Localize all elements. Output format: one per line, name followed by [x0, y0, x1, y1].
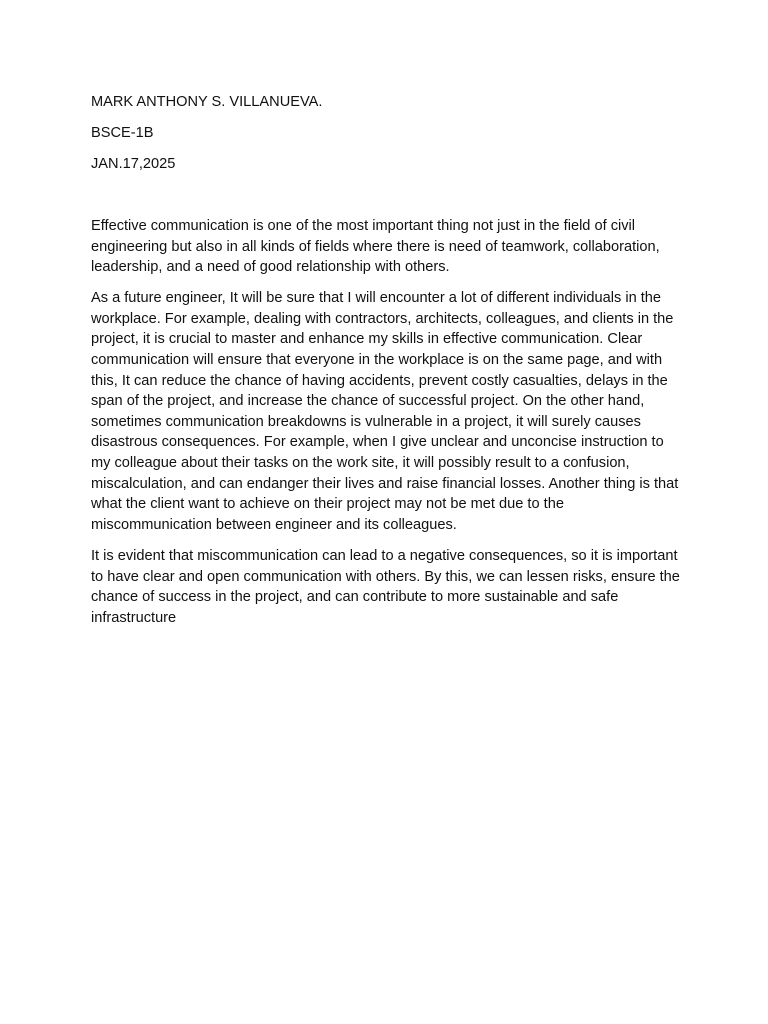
paragraph-1: Effective communication is one of the most important thing not just in the field of civil engineering but also in all kinds of fields where there is need of teamwork, collaboration, leadership, and a need of good relationship with others.: [91, 218, 660, 276]
section-label: BSCE-1B: [91, 125, 154, 141]
author-name: MARK ANTHONY S. VILLANUEVA.: [91, 94, 323, 110]
document-header: [91, 92, 680, 174]
document-date: JAN.17,2025: [91, 156, 176, 172]
paragraph-3: It is evident that miscommunication can lead to a negative consequences, so it is important to have clear and open communication with others. By this, we can lessen risks, ensure the chance of success in the project, and can contribute to more sustainable and safe infrastructure: [91, 547, 680, 626]
document-body: [91, 216, 680, 628]
paragraph-2: As a future engineer, It will be sure that I will encounter a lot of different individuals in the workplace. For example, dealing with contractors, architects, colleagues, and clients in the project, it is crucial to master and enhance my skills in effective communication. Clear communication will ensure that everyone in the workplace is on the same page, and with this, It can reduce the chance of having accidents, prevent costly casualties, delays in the span of the project, and increase the chance of successful project. On the other hand, sometimes communication breakdowns is vulnerable in a project, it will surely causes disastrous consequences. For example, when I give unclear and unconcise instruction to my colleague about their tasks on the work site, it will possibly result to a confusion, miscalculation, and can endanger their lives and raise financial losses. Another thing is that what the client want to achieve on their project may not be met due to the miscommunication between engineer and its colleagues.: [91, 290, 679, 533]
